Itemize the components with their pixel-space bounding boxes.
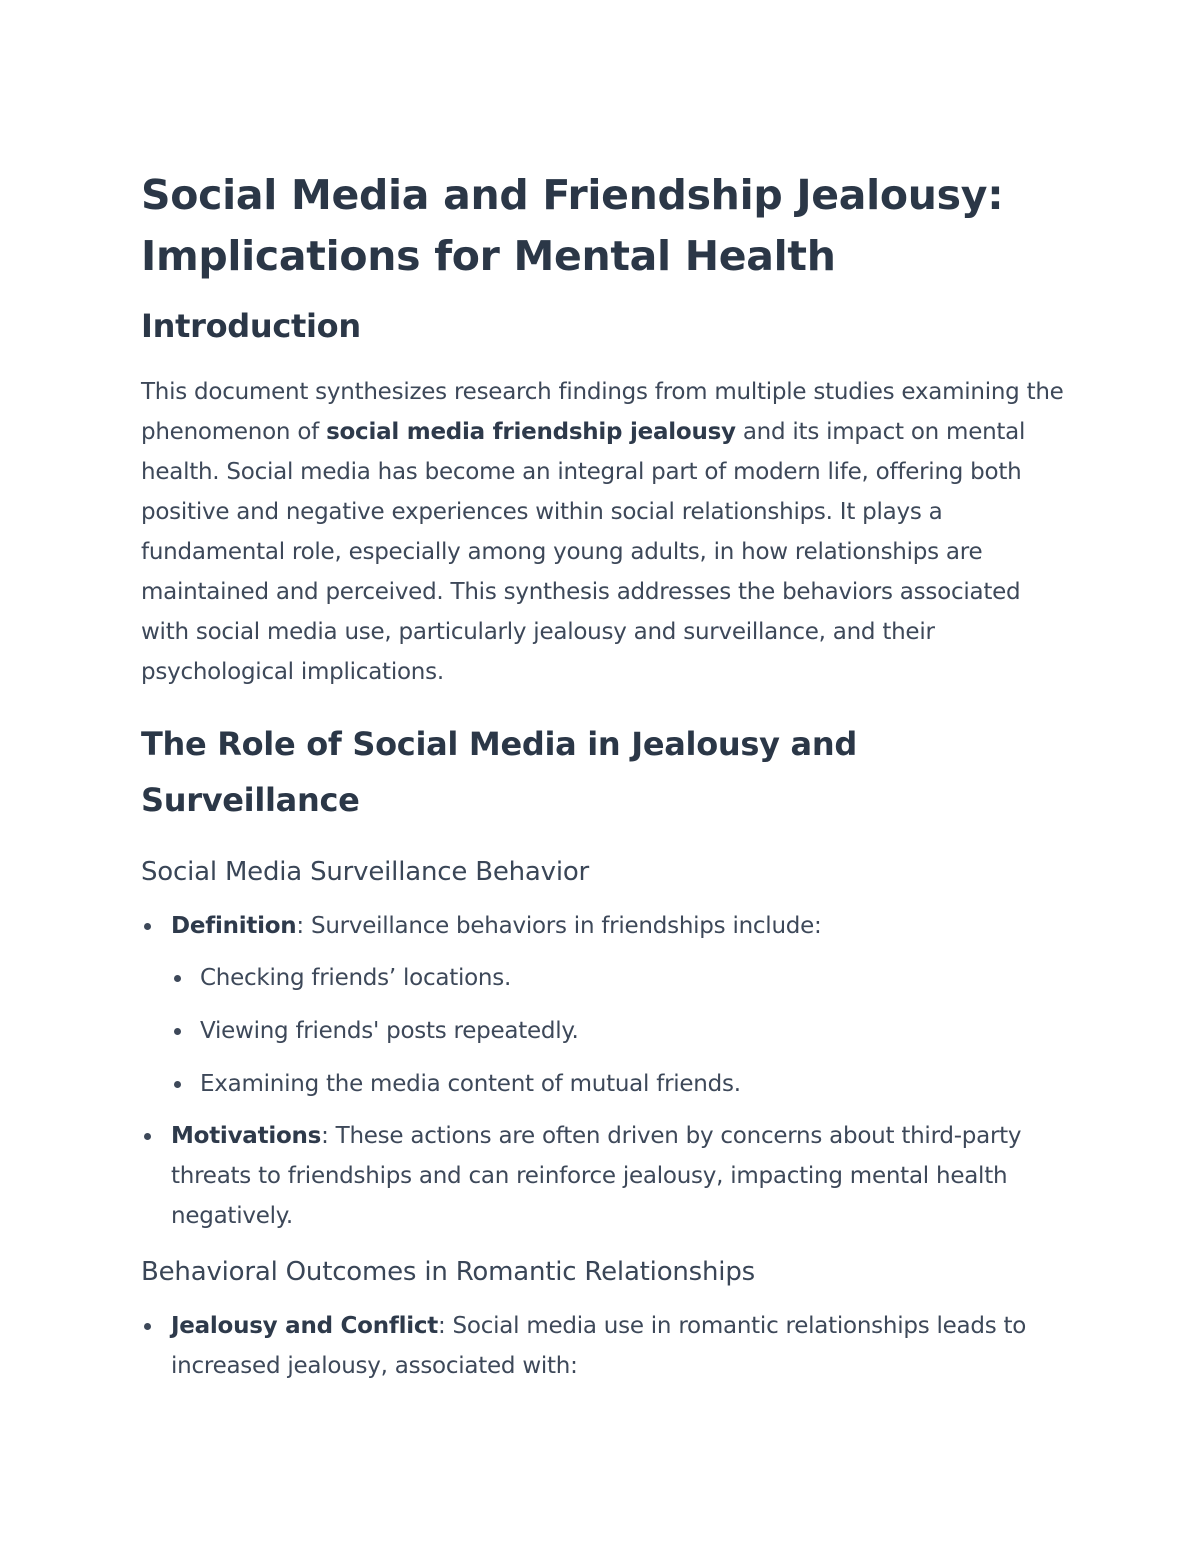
outcomes-heading: Behavioral Outcomes in Romantic Relationships [141, 1257, 755, 1287]
surveillance-heading: Social Media Surveillance Behavior [141, 857, 590, 887]
sublist-item [171, 1064, 1071, 1104]
surveillance-list [141, 906, 1071, 1236]
sublist-item [171, 958, 1071, 998]
bullet-icon [174, 975, 181, 982]
introduction-heading: Introduction [141, 307, 361, 345]
sublist-item-text: Checking friends’ locations. [200, 965, 512, 991]
bullet-icon [174, 1081, 181, 1088]
motivations-label: Motivations [171, 1123, 322, 1149]
bullet-icon [144, 923, 151, 930]
definition-label: Definition [171, 913, 297, 939]
list-item-motivations [141, 1116, 1071, 1236]
motivations-text: : These actions are often driven by concerns about third-party threats to friendships and can reinforce jealousy, impacting mental health negatively. [171, 1123, 1022, 1229]
sublist-item-text: Viewing friends' posts repeatedly. [200, 1018, 579, 1044]
introduction-paragraph [141, 372, 1071, 692]
introduction-bold-term: social media friendship jealousy [326, 419, 736, 445]
introduction-text-part2: and its impact on mental health. Social media has become an integral part of modern life, offering both positive and negative experiences within social relationships. It plays a fundamental role, especially among young adults, in how relationships are maintained and perceived. This synthesis addresses the behaviors associated with social media use, particularly jealousy and surveillance, and their psychological implications. [141, 419, 1026, 685]
document-page [141, 165, 1071, 1386]
definition-sublist [171, 958, 1071, 1104]
bullet-icon [144, 1323, 151, 1330]
outcomes-list [141, 1306, 1071, 1386]
introduction-text-part1: This document synthesizes research findings from multiple studies examining the phenomenon of [141, 379, 1064, 445]
list-item-jealousy [141, 1306, 1071, 1386]
sublist-item [171, 1011, 1071, 1051]
sublist-item-text: Examining the media content of mutual friends. [200, 1071, 741, 1097]
bullet-icon [144, 1133, 151, 1140]
list-item-definition [141, 906, 1071, 1104]
jealousy-label: Jealousy and Conflict [171, 1313, 438, 1339]
role-section-heading: The Role of Social Media in Jealousy and Surveillance [141, 725, 857, 819]
document-title: Social Media and Friendship Jealousy: Implications for Mental Health [141, 171, 1004, 280]
definition-text: : Surveillance behaviors in friendships include: [296, 913, 822, 939]
bullet-icon [174, 1028, 181, 1035]
jealousy-text: : Social media use in romantic relationships leads to increased jealousy, associated with: [171, 1313, 1027, 1379]
